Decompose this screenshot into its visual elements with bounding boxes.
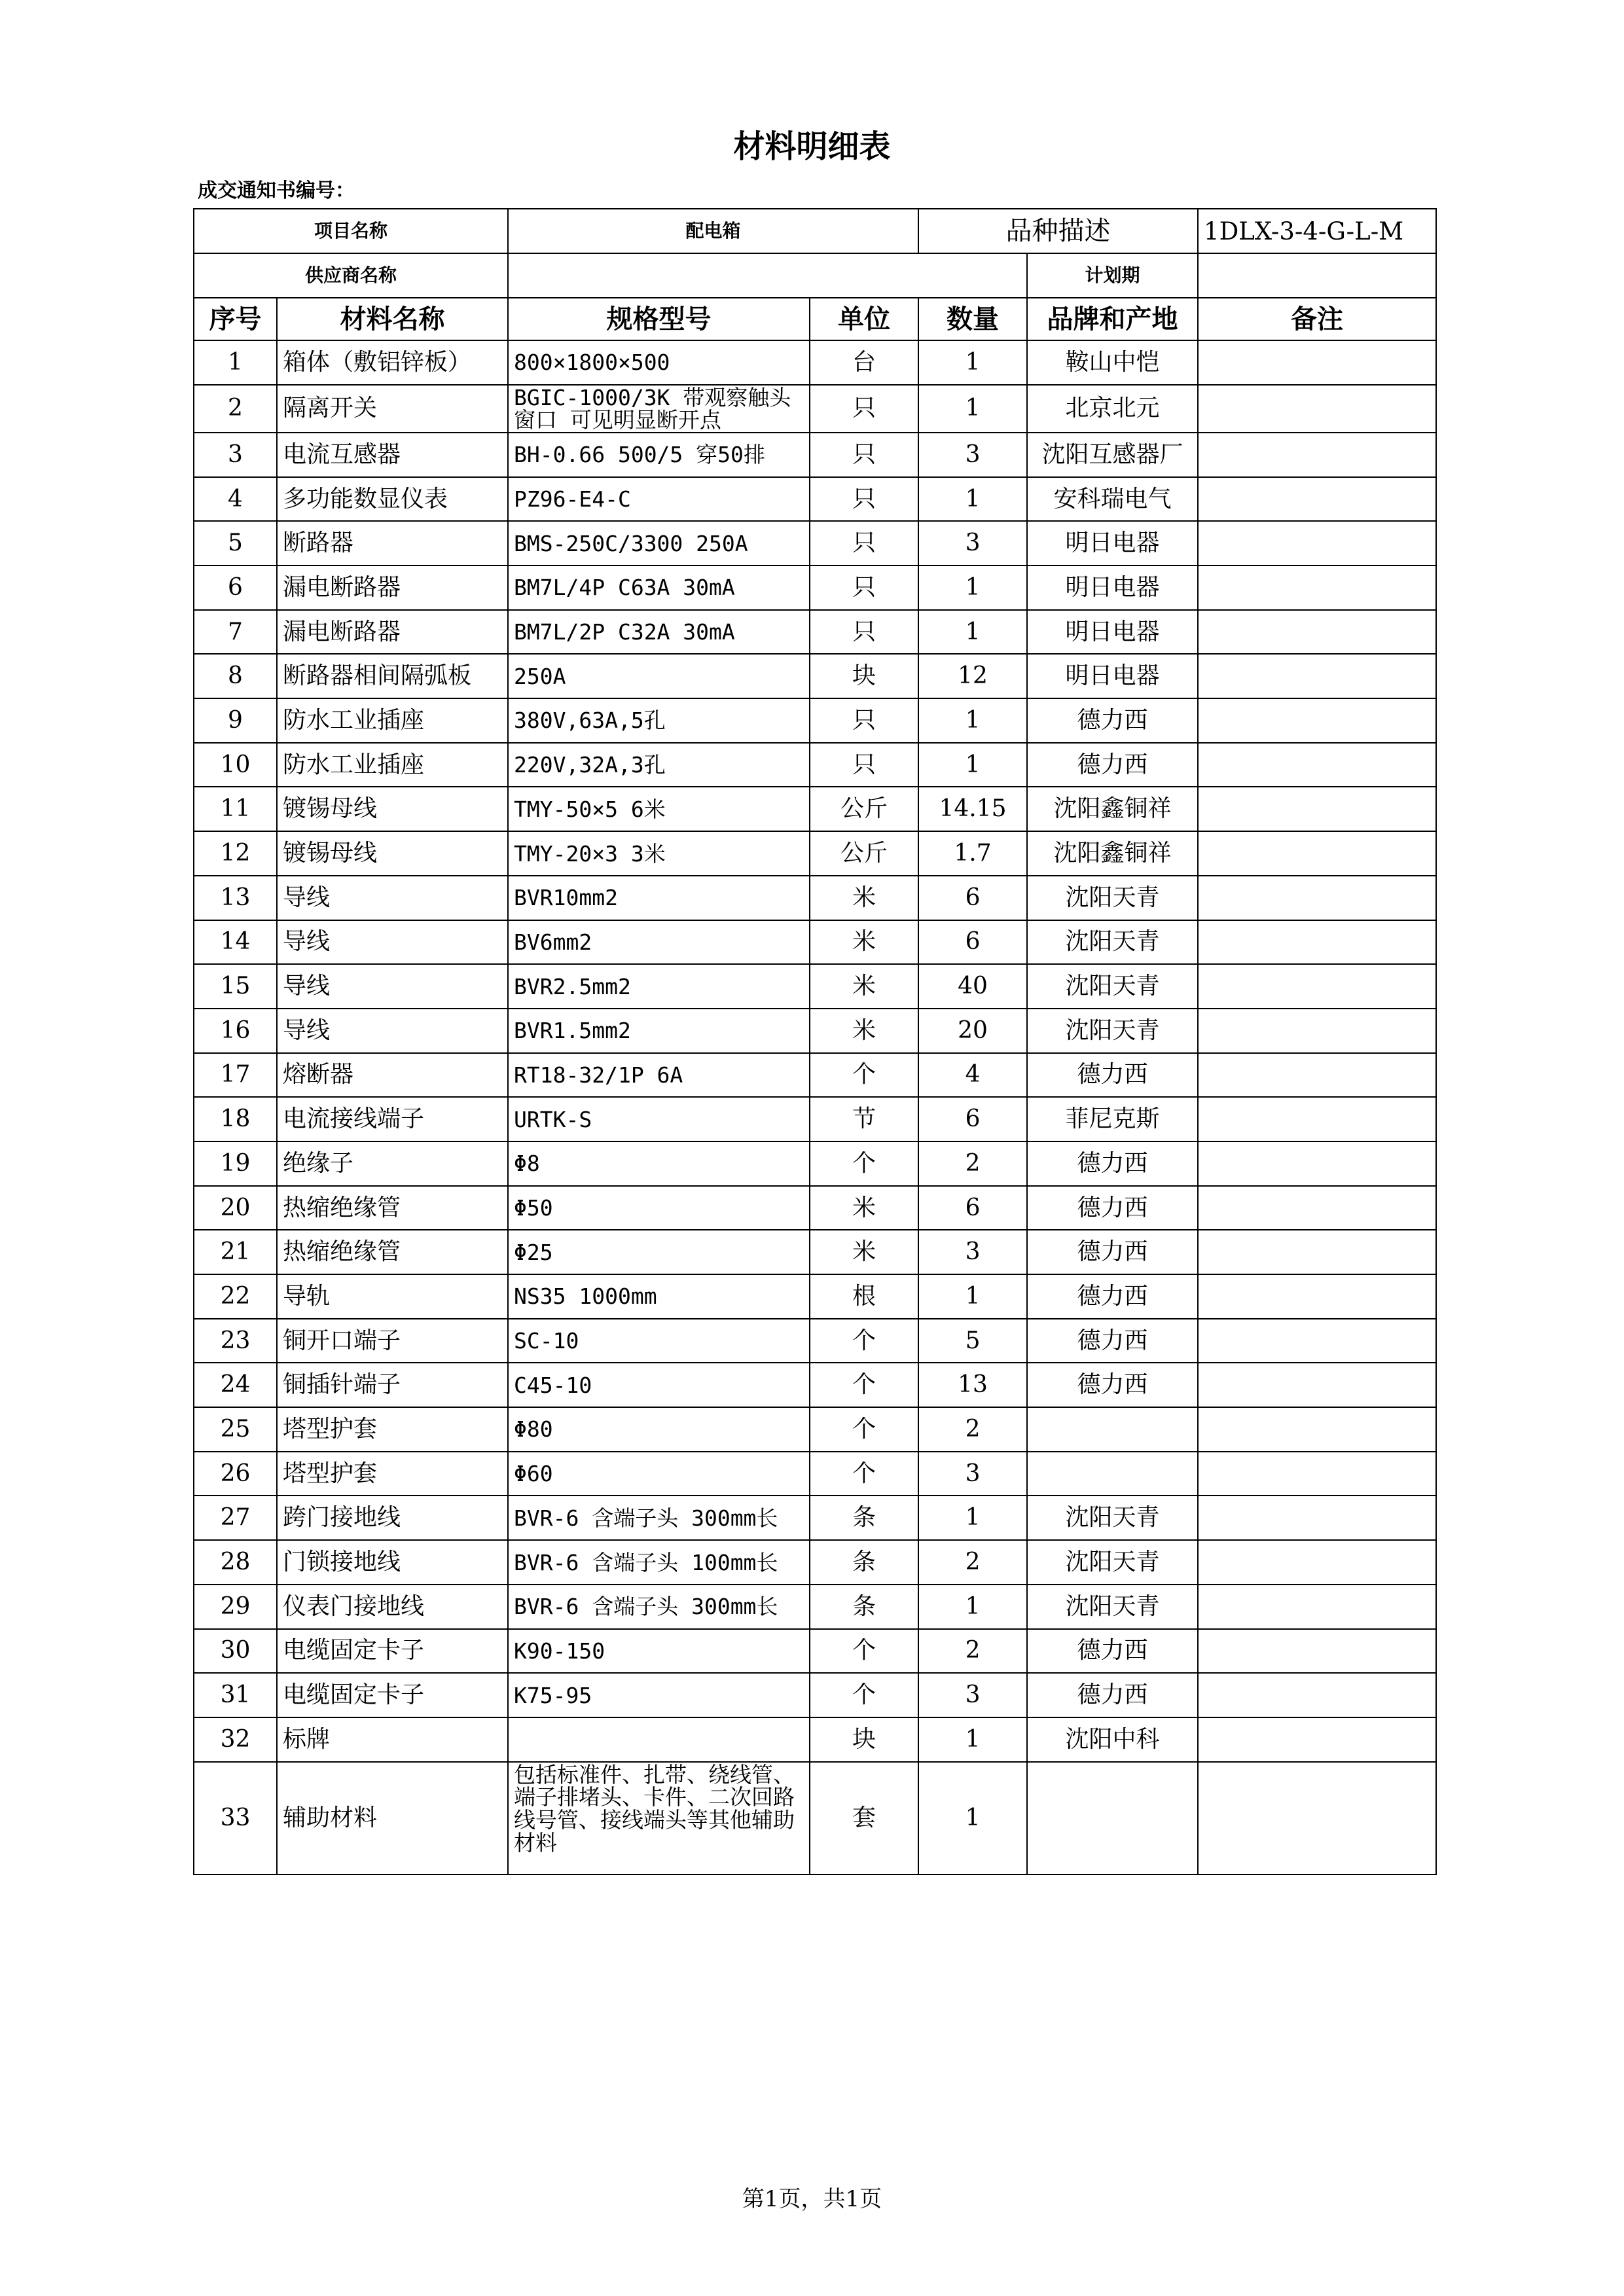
cell-no: 19 <box>194 1141 277 1186</box>
cell-unit: 米 <box>810 1009 918 1053</box>
cell-brand: 明日电器 <box>1027 654 1198 698</box>
cell-no: 33 <box>194 1762 277 1874</box>
cell-unit: 个 <box>810 1363 918 1407</box>
cell-unit: 个 <box>810 1319 918 1363</box>
table-row <box>194 433 1436 477</box>
cell-qty: 3 <box>918 1673 1027 1717</box>
description-label: 品种描述 <box>918 209 1198 253</box>
cell-brand: 德力西 <box>1027 1186 1198 1230</box>
cell-brand: 沈阳天青 <box>1027 920 1198 965</box>
cell-unit: 节 <box>810 1097 918 1141</box>
cell-note <box>1198 1717 1436 1762</box>
cell-no: 8 <box>194 654 277 698</box>
table-row <box>194 565 1436 610</box>
cell-material-name: 塔型护套 <box>277 1407 508 1452</box>
cell-material-name: 电流互感器 <box>277 433 508 477</box>
table-row <box>194 1319 1436 1363</box>
cell-unit: 只 <box>810 565 918 610</box>
cell-no: 7 <box>194 610 277 655</box>
cell-brand: 德力西 <box>1027 1053 1198 1098</box>
cell-note <box>1198 340 1436 385</box>
table-row <box>194 340 1436 385</box>
cell-qty: 12 <box>918 654 1027 698</box>
cell-qty: 1 <box>918 698 1027 743</box>
table-row <box>194 743 1436 787</box>
project-value: 配电箱 <box>508 209 918 253</box>
cell-spec: 包括标准件、扎带、绕线管、端子排堵头、卡件、二次回路线号管、接线端头等其他辅助材料 <box>508 1762 810 1874</box>
cell-material-name: 镀锡母线 <box>277 831 508 876</box>
cell-note <box>1198 1673 1436 1717</box>
cell-qty: 3 <box>918 433 1027 477</box>
cell-no: 2 <box>194 385 277 433</box>
table-row <box>194 1141 1436 1186</box>
cell-unit: 米 <box>810 876 918 920</box>
cell-brand: 沈阳天青 <box>1027 1540 1198 1585</box>
cell-material-name: 镀锡母线 <box>277 787 508 831</box>
cell-unit: 只 <box>810 698 918 743</box>
cell-spec: Φ80 <box>508 1407 810 1452</box>
cell-brand <box>1027 1762 1198 1874</box>
cell-brand: 沈阳天青 <box>1027 1009 1198 1053</box>
cell-qty: 4 <box>918 1053 1027 1098</box>
cell-note <box>1198 521 1436 565</box>
cell-qty: 1 <box>918 610 1027 655</box>
cell-qty: 5 <box>918 1319 1027 1363</box>
cell-qty: 1 <box>918 477 1027 522</box>
cell-brand: 沈阳鑫铜祥 <box>1027 787 1198 831</box>
plan-period-value <box>1198 253 1436 298</box>
cell-note <box>1198 1585 1436 1629</box>
cell-note <box>1198 1274 1436 1319</box>
cell-qty: 3 <box>918 1230 1027 1274</box>
cell-note <box>1198 1407 1436 1452</box>
notice-number-label: 成交通知书编号： <box>198 179 355 202</box>
cell-spec: BVR-6 含端子头 300mm长 <box>508 1585 810 1629</box>
table-row <box>194 1274 1436 1319</box>
cell-material-name: 断路器相间隔弧板 <box>277 654 508 698</box>
cell-spec: Φ50 <box>508 1186 810 1230</box>
cell-note <box>1198 1629 1436 1674</box>
cell-qty: 20 <box>918 1009 1027 1053</box>
cell-brand: 北京北元 <box>1027 385 1198 433</box>
cell-unit: 米 <box>810 1186 918 1230</box>
cell-no: 21 <box>194 1230 277 1274</box>
cell-brand: 明日电器 <box>1027 565 1198 610</box>
cell-qty: 1 <box>918 340 1027 385</box>
cell-material-name: 电流接线端子 <box>277 1097 508 1141</box>
cell-qty: 13 <box>918 1363 1027 1407</box>
col-header-brand: 品牌和产地 <box>1027 298 1198 340</box>
cell-unit: 条 <box>810 1585 918 1629</box>
table-row <box>194 610 1436 655</box>
cell-brand: 德力西 <box>1027 1141 1198 1186</box>
cell-no: 13 <box>194 876 277 920</box>
cell-qty: 3 <box>918 1452 1027 1496</box>
cell-unit: 个 <box>810 1452 918 1496</box>
cell-spec: RT18-32/1P 6A <box>508 1053 810 1098</box>
cell-qty: 1 <box>918 1717 1027 1762</box>
cell-brand: 沈阳中科 <box>1027 1717 1198 1762</box>
cell-brand: 德力西 <box>1027 1629 1198 1674</box>
cell-spec: TMY-50×5 6米 <box>508 787 810 831</box>
cell-brand: 菲尼克斯 <box>1027 1097 1198 1141</box>
cell-no: 29 <box>194 1585 277 1629</box>
cell-material-name: 导线 <box>277 920 508 965</box>
col-header-name: 材料名称 <box>277 298 508 340</box>
table-row <box>194 1585 1436 1629</box>
cell-no: 32 <box>194 1717 277 1762</box>
cell-brand: 沈阳天青 <box>1027 1496 1198 1540</box>
cell-note <box>1198 654 1436 698</box>
cell-no: 6 <box>194 565 277 610</box>
cell-unit: 只 <box>810 385 918 433</box>
cell-brand: 德力西 <box>1027 1319 1198 1363</box>
cell-material-name: 铜插针端子 <box>277 1363 508 1407</box>
cell-material-name: 标牌 <box>277 1717 508 1762</box>
cell-note <box>1198 1097 1436 1141</box>
cell-spec: Φ60 <box>508 1452 810 1496</box>
cell-material-name: 仪表门接地线 <box>277 1585 508 1629</box>
cell-no: 10 <box>194 743 277 787</box>
cell-material-name: 辅助材料 <box>277 1762 508 1874</box>
cell-unit: 条 <box>810 1496 918 1540</box>
cell-note <box>1198 1053 1436 1098</box>
cell-note <box>1198 477 1436 522</box>
cell-spec: Φ8 <box>508 1141 810 1186</box>
cell-material-name: 导线 <box>277 876 508 920</box>
table-row <box>194 385 1436 433</box>
cell-material-name: 多功能数显仪表 <box>277 477 508 522</box>
cell-spec: BMS-250C/3300 250A <box>508 521 810 565</box>
cell-brand: 明日电器 <box>1027 521 1198 565</box>
cell-brand <box>1027 1407 1198 1452</box>
document-title: 材料明细表 <box>733 128 891 165</box>
table-row <box>194 1053 1436 1098</box>
cell-unit: 根 <box>810 1274 918 1319</box>
cell-brand: 德力西 <box>1027 1274 1198 1319</box>
cell-spec: K90-150 <box>508 1629 810 1674</box>
cell-note <box>1198 743 1436 787</box>
cell-no: 30 <box>194 1629 277 1674</box>
table-row <box>194 1762 1436 1874</box>
cell-spec: BVR1.5mm2 <box>508 1009 810 1053</box>
table-row <box>194 787 1436 831</box>
cell-spec: BM7L/4P C63A 30mA <box>508 565 810 610</box>
cell-note <box>1198 920 1436 965</box>
cell-spec: K75-95 <box>508 1673 810 1717</box>
cell-no: 18 <box>194 1097 277 1141</box>
cell-brand: 鞍山中恺 <box>1027 340 1198 385</box>
cell-spec: 380V,63A,5孔 <box>508 698 810 743</box>
cell-spec: BH-0.66 500/5 穿50排 <box>508 433 810 477</box>
cell-brand: 德力西 <box>1027 698 1198 743</box>
materials-table <box>193 208 1437 1875</box>
cell-unit: 米 <box>810 1230 918 1274</box>
project-label: 项目名称 <box>194 209 508 253</box>
cell-unit: 米 <box>810 920 918 965</box>
cell-material-name: 防水工业插座 <box>277 698 508 743</box>
cell-qty: 2 <box>918 1540 1027 1585</box>
cell-no: 20 <box>194 1186 277 1230</box>
cell-spec: NS35 1000mm <box>508 1274 810 1319</box>
cell-qty: 1 <box>918 1274 1027 1319</box>
cell-spec: 800×1800×500 <box>508 340 810 385</box>
cell-spec: BV6mm2 <box>508 920 810 965</box>
cell-material-name: 导线 <box>277 964 508 1009</box>
cell-unit: 个 <box>810 1141 918 1186</box>
cell-spec: BVR-6 含端子头 100mm长 <box>508 1540 810 1585</box>
cell-qty: 1 <box>918 743 1027 787</box>
cell-no: 22 <box>194 1274 277 1319</box>
table-row <box>194 1452 1436 1496</box>
cell-note <box>1198 385 1436 433</box>
cell-unit: 个 <box>810 1629 918 1674</box>
table-row <box>194 1629 1436 1674</box>
cell-brand: 沈阳互感器厂 <box>1027 433 1198 477</box>
cell-note <box>1198 610 1436 655</box>
table-row <box>194 876 1436 920</box>
col-header-no: 序号 <box>194 298 277 340</box>
cell-no: 26 <box>194 1452 277 1496</box>
cell-unit: 台 <box>810 340 918 385</box>
cell-unit: 只 <box>810 521 918 565</box>
cell-note <box>1198 565 1436 610</box>
supplier-value <box>508 253 1027 298</box>
table-row <box>194 521 1436 565</box>
cell-brand: 德力西 <box>1027 1363 1198 1407</box>
cell-note <box>1198 1762 1436 1874</box>
cell-brand: 沈阳鑫铜祥 <box>1027 831 1198 876</box>
cell-no: 4 <box>194 477 277 522</box>
cell-unit: 个 <box>810 1407 918 1452</box>
cell-spec: URTK-S <box>508 1097 810 1141</box>
cell-no: 5 <box>194 521 277 565</box>
cell-no: 3 <box>194 433 277 477</box>
cell-material-name: 电缆固定卡子 <box>277 1673 508 1717</box>
cell-qty: 6 <box>918 876 1027 920</box>
cell-material-name: 绝缘子 <box>277 1141 508 1186</box>
cell-no: 24 <box>194 1363 277 1407</box>
cell-brand: 德力西 <box>1027 1230 1198 1274</box>
cell-qty: 1 <box>918 1762 1027 1874</box>
table-row <box>194 1407 1436 1452</box>
cell-note <box>1198 1363 1436 1407</box>
cell-spec: BGIC-1000/3K 带观察触头窗口 可见明显断开点 <box>508 385 810 433</box>
cell-material-name: 导轨 <box>277 1274 508 1319</box>
cell-qty: 3 <box>918 521 1027 565</box>
table-row <box>194 477 1436 522</box>
cell-material-name: 箱体（敷铝锌板） <box>277 340 508 385</box>
supplier-label: 供应商名称 <box>194 253 508 298</box>
cell-qty: 6 <box>918 1186 1027 1230</box>
cell-note <box>1198 1009 1436 1053</box>
cell-unit: 块 <box>810 654 918 698</box>
cell-note <box>1198 964 1436 1009</box>
cell-unit: 块 <box>810 1717 918 1762</box>
table-row <box>194 1097 1436 1141</box>
cell-spec: BM7L/2P C32A 30mA <box>508 610 810 655</box>
cell-material-name: 门锁接地线 <box>277 1540 508 1585</box>
cell-note <box>1198 1230 1436 1274</box>
cell-note <box>1198 1319 1436 1363</box>
cell-brand: 明日电器 <box>1027 610 1198 655</box>
table-row <box>194 1540 1436 1585</box>
cell-note <box>1198 787 1436 831</box>
cell-material-name: 熔断器 <box>277 1053 508 1098</box>
cell-note <box>1198 1141 1436 1186</box>
table-row <box>194 1363 1436 1407</box>
cell-spec: C45-10 <box>508 1363 810 1407</box>
cell-unit: 只 <box>810 743 918 787</box>
cell-note <box>1198 698 1436 743</box>
cell-material-name: 断路器 <box>277 521 508 565</box>
table-row <box>194 831 1436 876</box>
table-row <box>194 920 1436 965</box>
table-row <box>194 1009 1436 1053</box>
cell-material-name: 跨门接地线 <box>277 1496 508 1540</box>
cell-no: 11 <box>194 787 277 831</box>
table-row <box>194 1186 1436 1230</box>
cell-no: 12 <box>194 831 277 876</box>
cell-brand: 沈阳天青 <box>1027 876 1198 920</box>
cell-brand: 德力西 <box>1027 743 1198 787</box>
table-row <box>194 1230 1436 1274</box>
cell-no: 17 <box>194 1053 277 1098</box>
materials-rows <box>194 340 1436 1874</box>
cell-note <box>1198 876 1436 920</box>
cell-qty: 2 <box>918 1407 1027 1452</box>
cell-qty: 1 <box>918 1585 1027 1629</box>
col-header-note: 备注 <box>1198 298 1436 340</box>
cell-unit: 个 <box>810 1053 918 1098</box>
cell-spec: 250A <box>508 654 810 698</box>
cell-spec: BVR2.5mm2 <box>508 964 810 1009</box>
cell-material-name: 电缆固定卡子 <box>277 1629 508 1674</box>
table-row <box>194 1673 1436 1717</box>
cell-spec <box>508 1717 810 1762</box>
col-header-unit: 单位 <box>810 298 918 340</box>
cell-qty: 14.15 <box>918 787 1027 831</box>
cell-no: 15 <box>194 964 277 1009</box>
cell-material-name: 漏电断路器 <box>277 565 508 610</box>
cell-unit: 条 <box>810 1540 918 1585</box>
cell-spec: TMY-20×3 3米 <box>508 831 810 876</box>
cell-no: 28 <box>194 1540 277 1585</box>
column-header-row <box>194 298 1436 340</box>
cell-no: 16 <box>194 1009 277 1053</box>
cell-material-name: 塔型护套 <box>277 1452 508 1496</box>
table-row <box>194 964 1436 1009</box>
cell-unit: 公斤 <box>810 787 918 831</box>
cell-unit: 公斤 <box>810 831 918 876</box>
description-value: 1DLX-3-4-G-L-M <box>1198 209 1436 253</box>
cell-material-name: 隔离开关 <box>277 385 508 433</box>
cell-no: 1 <box>194 340 277 385</box>
info-row-project <box>194 209 1436 253</box>
cell-qty: 1.7 <box>918 831 1027 876</box>
cell-unit: 只 <box>810 610 918 655</box>
cell-no: 14 <box>194 920 277 965</box>
cell-material-name: 导线 <box>277 1009 508 1053</box>
cell-no: 23 <box>194 1319 277 1363</box>
table-row <box>194 654 1436 698</box>
cell-spec: BVR10mm2 <box>508 876 810 920</box>
page-footer: 第1页，共1页 <box>742 2186 882 2212</box>
plan-period-label: 计划期 <box>1027 253 1198 298</box>
cell-spec: Φ25 <box>508 1230 810 1274</box>
cell-no: 31 <box>194 1673 277 1717</box>
cell-no: 27 <box>194 1496 277 1540</box>
cell-qty: 6 <box>918 920 1027 965</box>
cell-spec: PZ96-E4-C <box>508 477 810 522</box>
cell-qty: 40 <box>918 964 1027 1009</box>
table-row <box>194 698 1436 743</box>
cell-no: 9 <box>194 698 277 743</box>
cell-spec: 220V,32A,3孔 <box>508 743 810 787</box>
cell-material-name: 热缩绝缘管 <box>277 1186 508 1230</box>
table-row <box>194 1496 1436 1540</box>
cell-note <box>1198 1496 1436 1540</box>
cell-note <box>1198 1186 1436 1230</box>
cell-brand: 沈阳天青 <box>1027 1585 1198 1629</box>
cell-material-name: 防水工业插座 <box>277 743 508 787</box>
cell-unit: 米 <box>810 964 918 1009</box>
cell-brand: 沈阳天青 <box>1027 964 1198 1009</box>
cell-unit: 套 <box>810 1762 918 1874</box>
cell-qty: 2 <box>918 1629 1027 1674</box>
cell-qty: 2 <box>918 1141 1027 1186</box>
cell-no: 25 <box>194 1407 277 1452</box>
cell-unit: 只 <box>810 433 918 477</box>
col-header-spec: 规格型号 <box>508 298 810 340</box>
cell-qty: 1 <box>918 385 1027 433</box>
cell-unit: 只 <box>810 477 918 522</box>
cell-note <box>1198 433 1436 477</box>
cell-spec: SC-10 <box>508 1319 810 1363</box>
cell-note <box>1198 831 1436 876</box>
cell-material-name: 漏电断路器 <box>277 610 508 655</box>
cell-brand <box>1027 1452 1198 1496</box>
cell-material-name: 热缩绝缘管 <box>277 1230 508 1274</box>
col-header-qty: 数量 <box>918 298 1027 340</box>
table-row <box>194 1717 1436 1762</box>
cell-note <box>1198 1540 1436 1585</box>
cell-spec: BVR-6 含端子头 300mm长 <box>508 1496 810 1540</box>
cell-unit: 个 <box>810 1673 918 1717</box>
cell-qty: 1 <box>918 565 1027 610</box>
cell-material-name: 铜开口端子 <box>277 1319 508 1363</box>
cell-note <box>1198 1452 1436 1496</box>
cell-brand: 安科瑞电气 <box>1027 477 1198 522</box>
cell-qty: 6 <box>918 1097 1027 1141</box>
cell-brand: 德力西 <box>1027 1673 1198 1717</box>
cell-qty: 1 <box>918 1496 1027 1540</box>
info-row-supplier <box>194 253 1436 298</box>
